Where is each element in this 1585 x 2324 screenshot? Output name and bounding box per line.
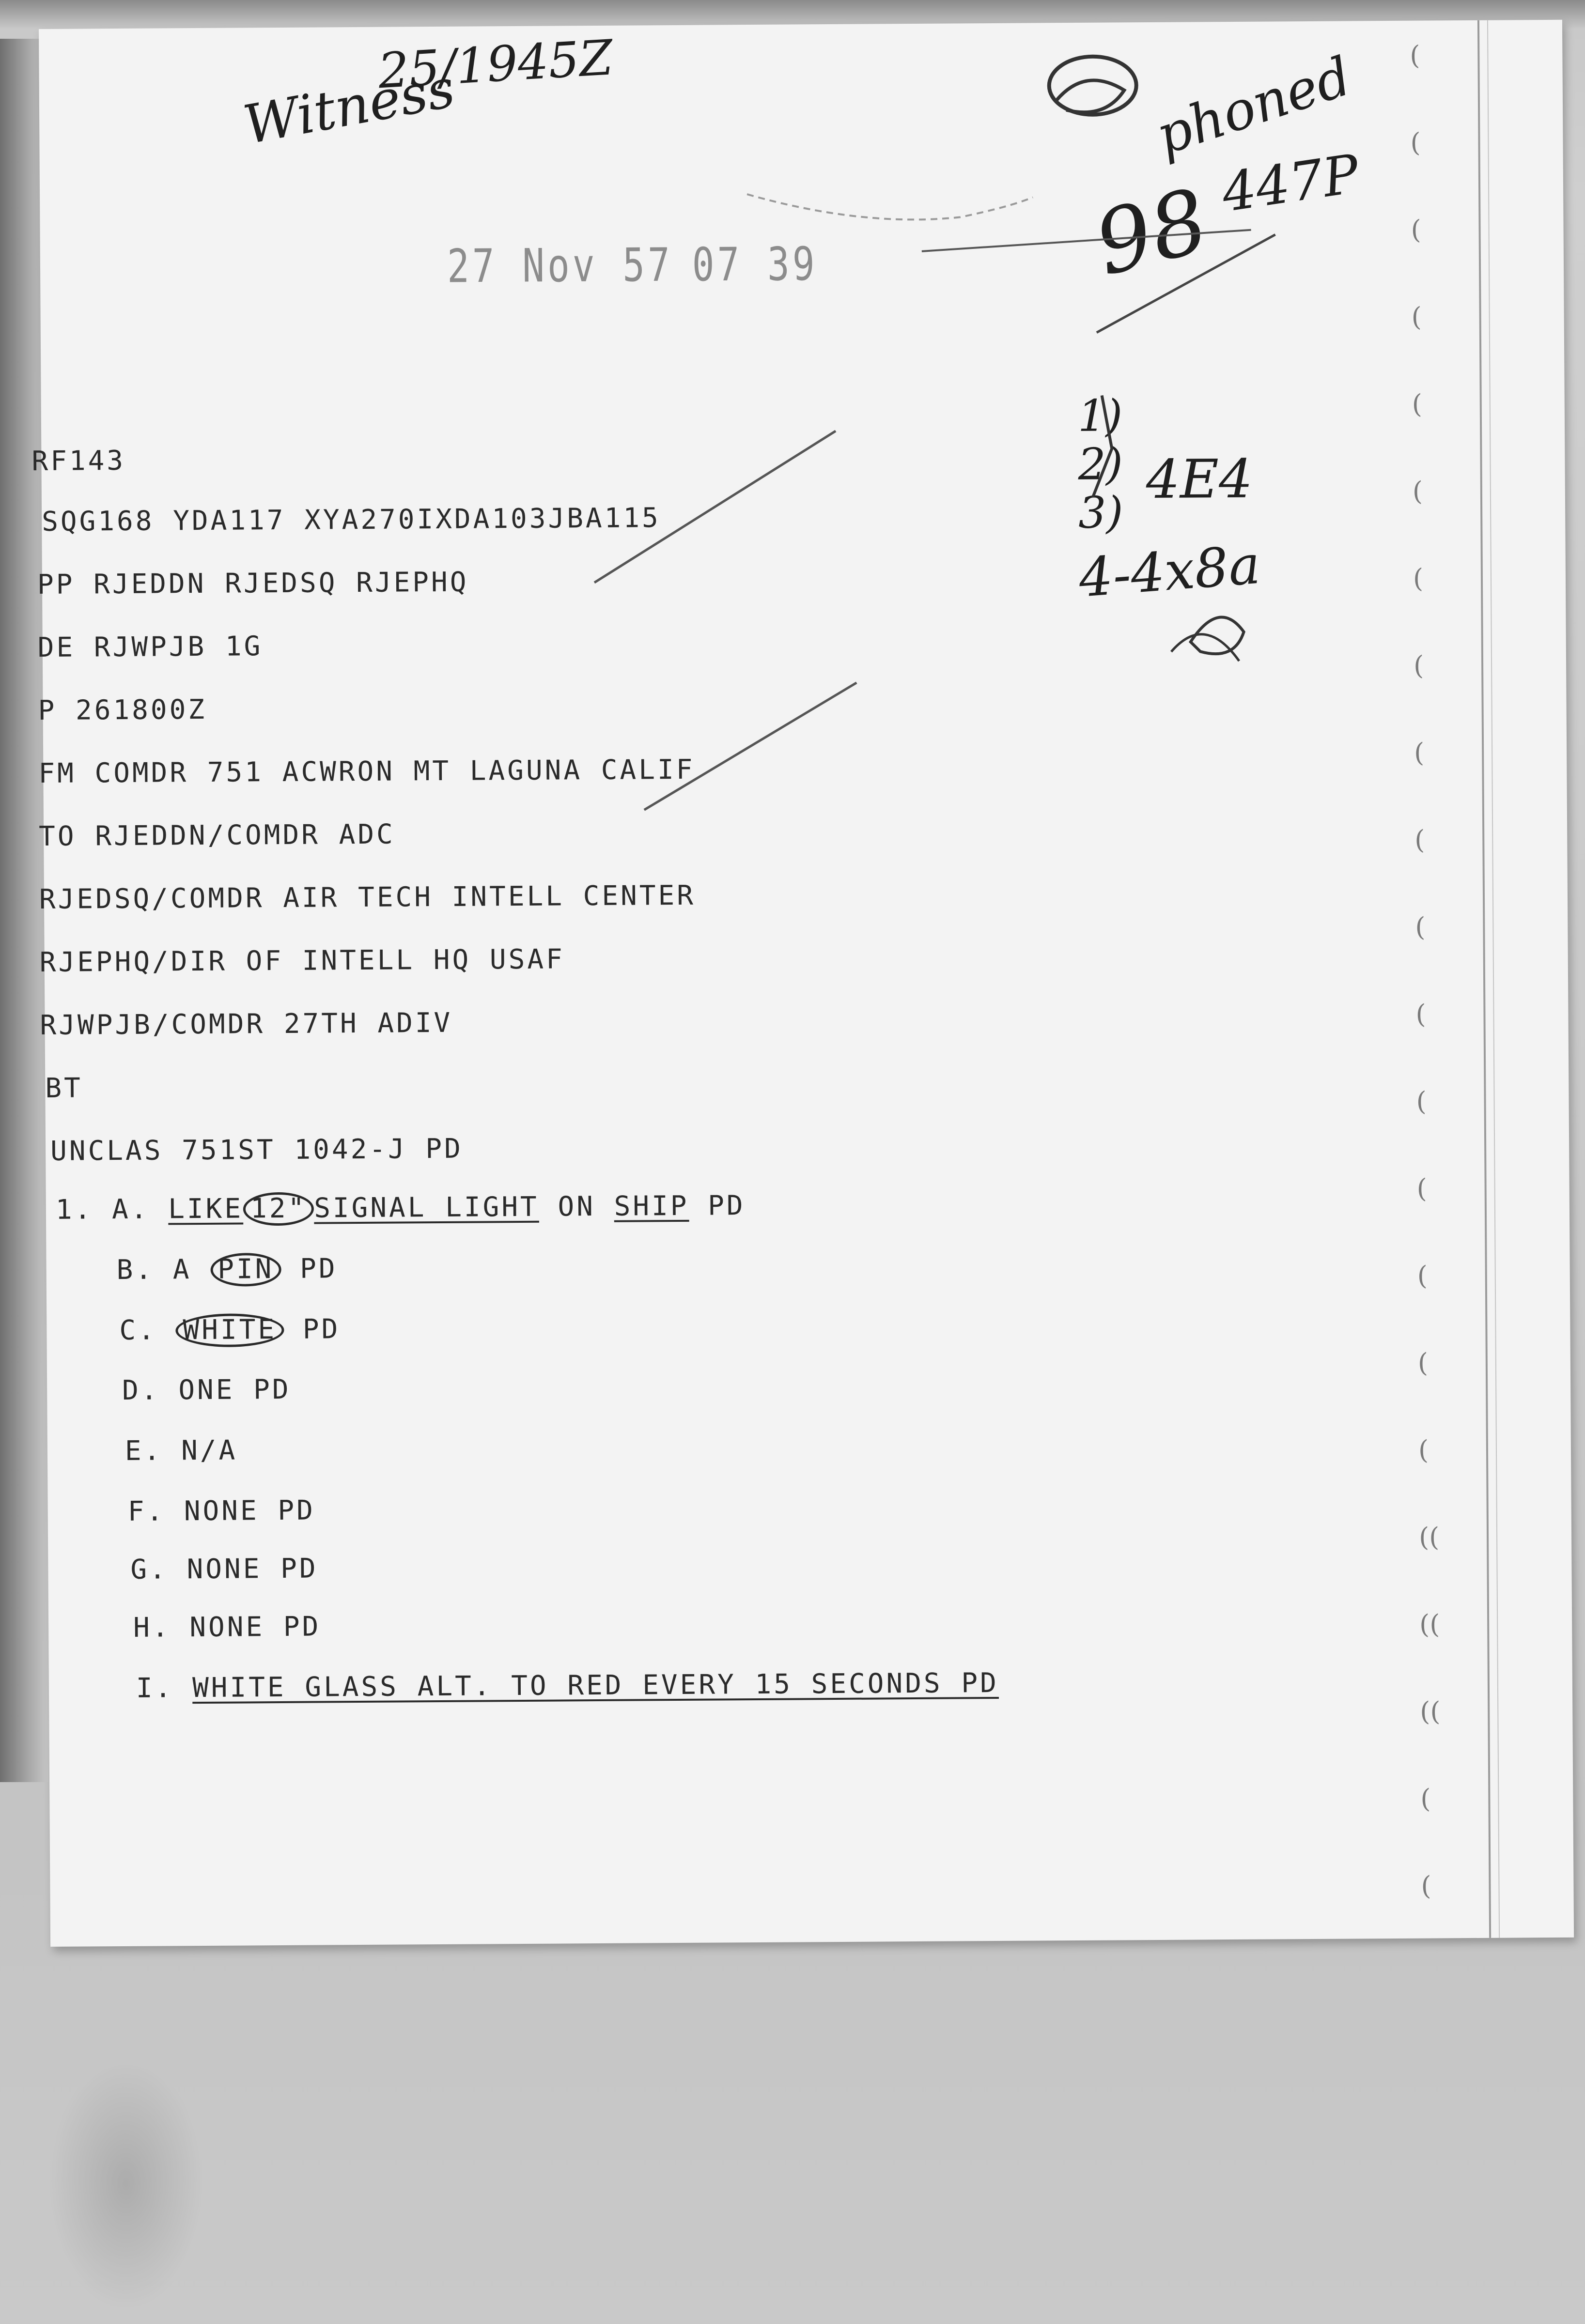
item-text: PD (302, 1313, 341, 1345)
perforation-mark: ( (1410, 127, 1421, 158)
item-text: NONE PD (184, 1494, 316, 1527)
handwritten-dtg: 25/1945Z (376, 29, 615, 100)
message-line: RJWPJB/COMDR 27TH ADIV (40, 1007, 453, 1042)
perforation-mark: ( (1416, 1173, 1427, 1204)
stamp-date: 27 Nov 57 (447, 237, 673, 293)
message-line: RJEDSQ/COMDR AIR TECH INTELL CENTER (39, 879, 696, 916)
perforation-mark: ( (1413, 650, 1424, 681)
item-text: NONE PD (189, 1611, 321, 1644)
handwritten-note-4e4: 4E4 (1146, 447, 1253, 511)
item-label: I. (136, 1672, 174, 1704)
item-label: D. (122, 1374, 160, 1406)
handwritten-time: 447P (1218, 142, 1363, 224)
item-text: WHITE GLASS ALT. TO RED EVERY 15 SECONDS PD (192, 1667, 999, 1704)
message-line: UNCLAS 751ST 1042-J PD (50, 1133, 464, 1167)
item-label: G. (130, 1554, 169, 1585)
item-text: SHIP (614, 1190, 689, 1222)
initials-scribble (1049, 56, 1136, 115)
message-line: PP RJEDDN RJEDSQ RJEPHQ (37, 566, 469, 601)
pen-strokes (39, 20, 1574, 1947)
item-text: PD (708, 1190, 746, 1222)
perforation-mark: (( (1419, 1609, 1440, 1640)
item-text: SIGNAL LIGHT (314, 1191, 539, 1224)
stamp-time: 07 39 (692, 237, 818, 292)
faint-dashed-stroke (747, 192, 1033, 220)
item-text: A (172, 1254, 192, 1286)
handwritten-note-3: 3) (1078, 487, 1123, 539)
perforation-mark: ( (1418, 1434, 1429, 1465)
perforation-mark: (( (1418, 1522, 1440, 1553)
pen-stroke (1096, 234, 1276, 332)
item-text: PD (299, 1253, 338, 1285)
item-g (130, 1553, 318, 1585)
handwritten-note-4x8a: 4-4x8a (1076, 533, 1262, 609)
perforation-mark: ( (1420, 1783, 1431, 1814)
perforation-mark: ( (1411, 301, 1422, 332)
message-line: BT (45, 1072, 83, 1104)
item-label: E. (124, 1435, 163, 1467)
item-text: NONE PD (186, 1553, 318, 1585)
item-text: ON (558, 1191, 596, 1223)
item-label: A. (111, 1193, 150, 1226)
message-line: RF143 (31, 445, 126, 477)
perforation-mark: ( (1414, 737, 1425, 768)
photo-bottom-smudge (48, 2058, 203, 2310)
item-1a (56, 1189, 746, 1227)
perforation-mark: ( (1417, 1260, 1428, 1291)
message-line: RJEPHQ/DIR OF INTELL HQ USAF (39, 943, 565, 979)
item-i (136, 1667, 999, 1704)
pen-stroke (643, 683, 857, 810)
item-f (128, 1495, 316, 1527)
item-h (133, 1611, 321, 1644)
perforation-mark: (( (1420, 1696, 1441, 1727)
perforation-mark: ( (1415, 999, 1426, 1030)
item-label: B. (116, 1254, 155, 1286)
circled-text: WHITE (175, 1313, 284, 1347)
message-line: P 261800Z (38, 693, 207, 727)
bracket-mark (1092, 395, 1112, 497)
received-stamp (447, 237, 837, 293)
item-text: N/A (181, 1434, 238, 1467)
item-b (116, 1252, 337, 1287)
message-line: SQG168 YDA117 XYA270IXDA103JBA115 (42, 502, 661, 538)
item-label: C. (119, 1314, 157, 1347)
item-d (122, 1374, 291, 1406)
initials-scribble (1171, 634, 1239, 661)
perforation-mark: ( (1412, 476, 1423, 507)
pen-stroke (922, 230, 1251, 251)
perforation-mark: ( (1421, 1870, 1431, 1901)
handwritten-note-1: 1) (1077, 390, 1123, 442)
perforation-mark: ( (1411, 214, 1421, 245)
item-c (119, 1313, 340, 1348)
message-line: FM COMDR 751 ACWRON MT LAGUNA CALIF (38, 754, 695, 790)
circled-text: 12" (243, 1192, 314, 1226)
perforation-mark: ( (1413, 563, 1424, 594)
circled-text: PIN (210, 1253, 281, 1287)
perforation-mark: ( (1414, 824, 1425, 855)
item-e (125, 1435, 238, 1467)
handwritten-phoned: phoned (1149, 45, 1359, 167)
message-line: TO RJEDDN/COMDR ADC (38, 818, 395, 853)
handwritten-witness: Witness (239, 57, 460, 156)
item-text: ONE PD (178, 1373, 291, 1406)
item-label: F. (127, 1495, 166, 1527)
perforation-mark: ( (1412, 388, 1423, 419)
handwritten-number: 98 (1085, 169, 1218, 296)
handwritten-note-2: 2) (1078, 439, 1123, 490)
perforation-mark: ( (1417, 1347, 1429, 1378)
perforation-mark: ( (1416, 1086, 1427, 1117)
item-number: 1. (55, 1194, 93, 1226)
item-label: H. (133, 1612, 171, 1644)
item-text: LIKE (168, 1193, 244, 1225)
perforation-mark: ( (1415, 911, 1426, 942)
teletype-document (31, 20, 1574, 1947)
message-line: DE RJWPJB 1G (37, 631, 263, 664)
perforation-mark: ( (1410, 40, 1420, 71)
